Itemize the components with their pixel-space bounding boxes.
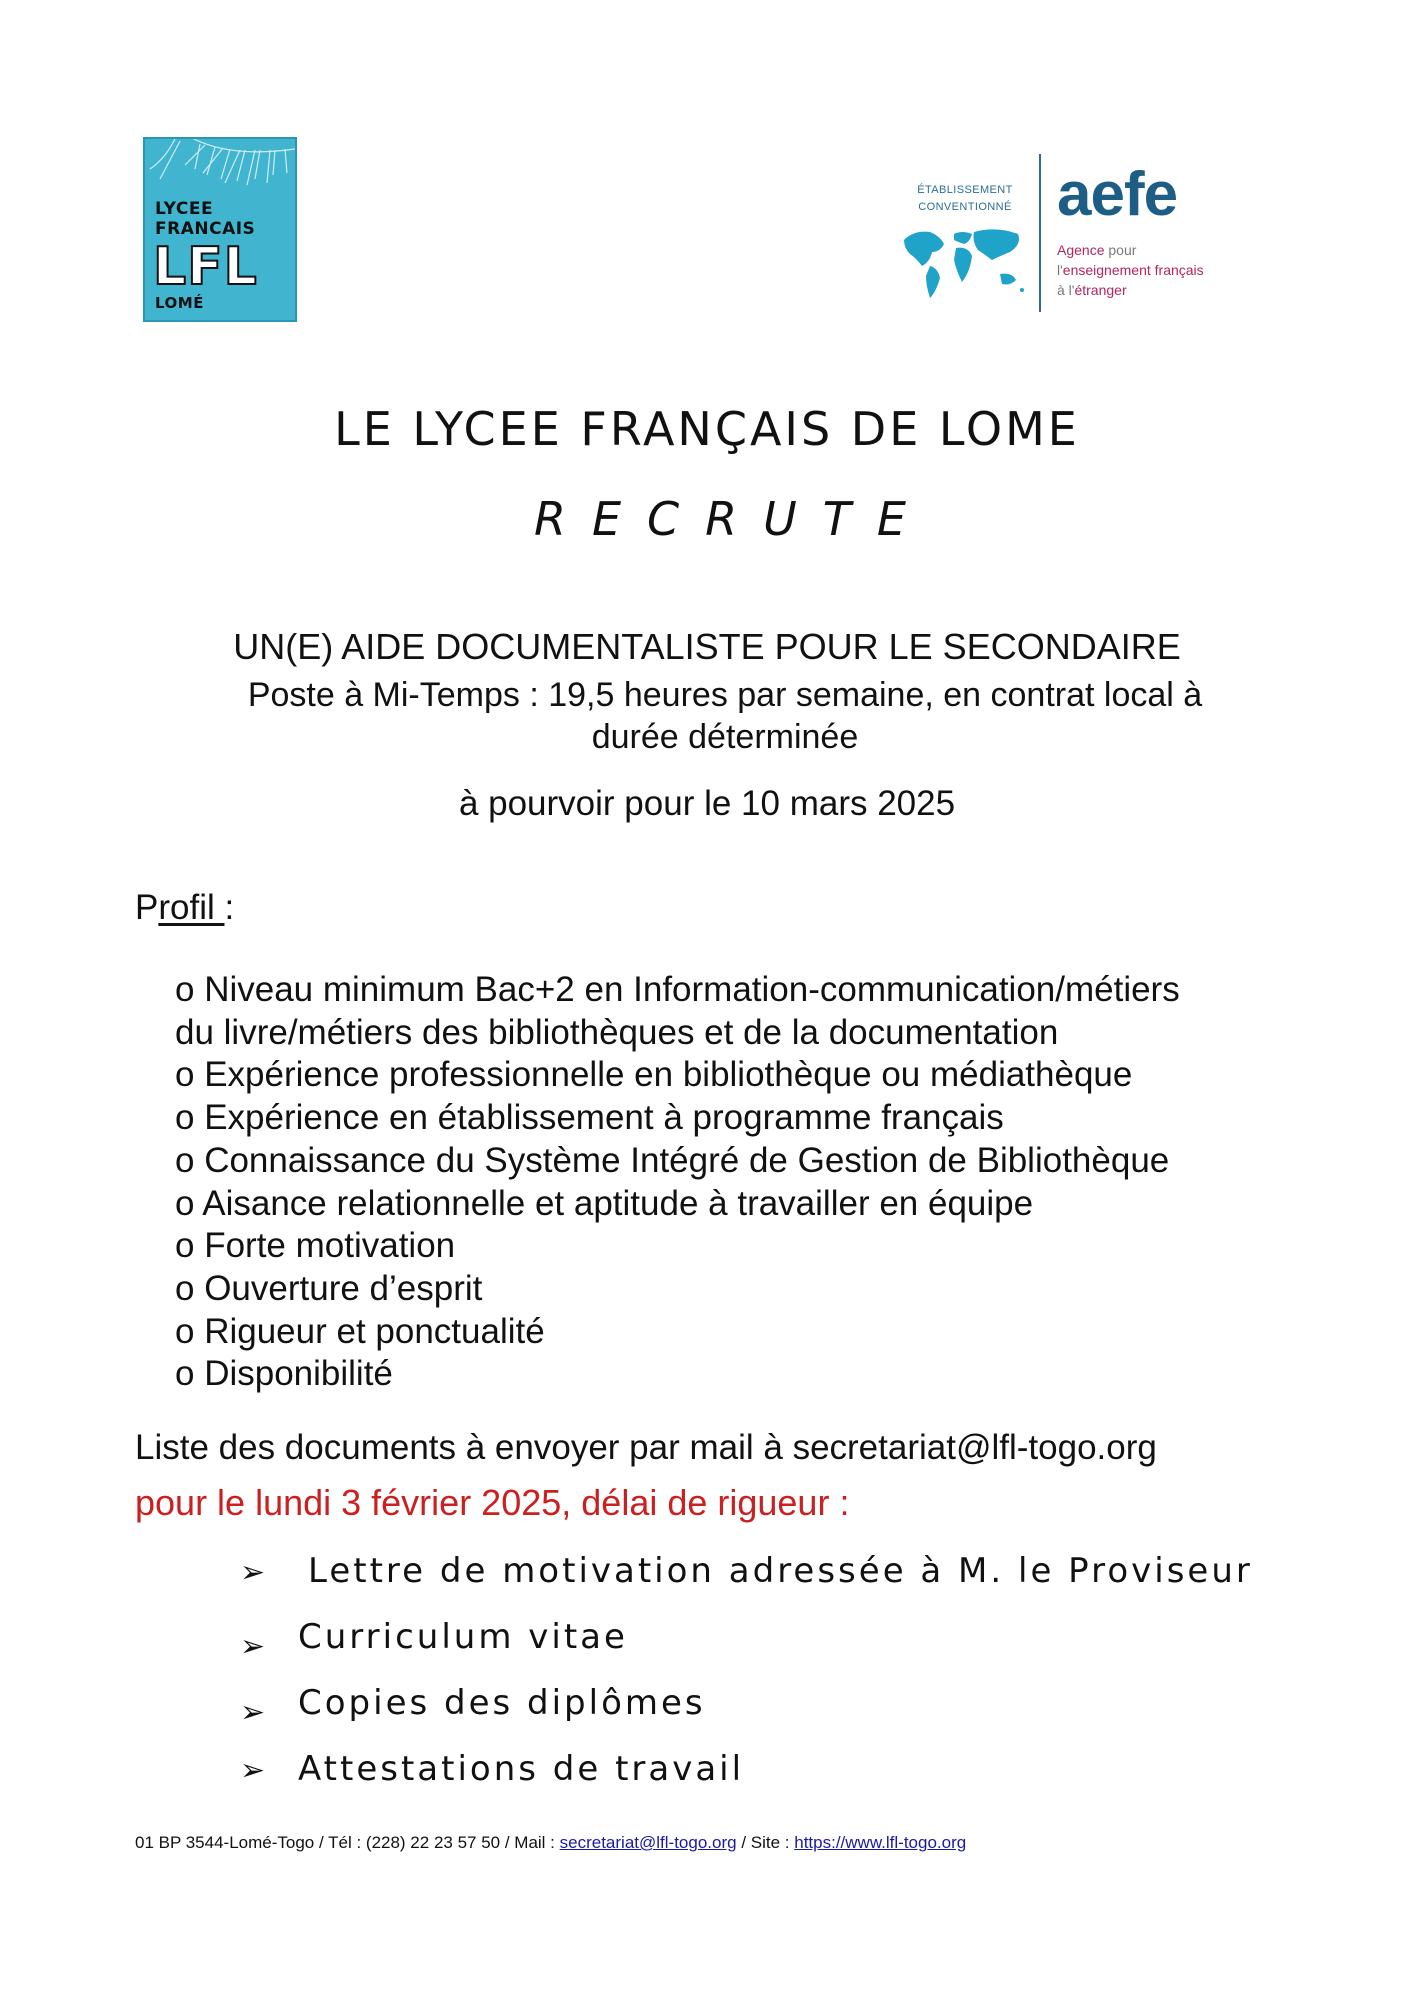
aefe-logo: [900, 150, 1230, 320]
lfl-logo: [143, 137, 297, 322]
logo-text-lfl: LFL: [153, 237, 258, 297]
list-item: o Disponibilité: [175, 1354, 393, 1394]
world-map-icon: [900, 222, 1030, 302]
recruit-heading: RECRUTE: [534, 492, 932, 546]
list-item: o Ouverture d’esprit: [175, 1268, 483, 1308]
list-item: o Rigueur et ponctualité: [175, 1311, 545, 1351]
document-item: ➢ Copies des diplômes: [240, 1683, 706, 1730]
post-title: UN(E) AIDE DOCUMENTALISTE POUR LE SECONDAIRE: [233, 626, 1181, 667]
arrow-bullet-icon: ➢: [240, 1753, 266, 1788]
start-date: à pourvoir pour le 10 mars 2025: [458, 784, 956, 823]
footer-site-link[interactable]: https://www.lfl-togo.org: [794, 1833, 967, 1852]
document-item: ➢ Lettre de motivation adressée à M. le Proviseur: [240, 1551, 1253, 1591]
documents-intro: Liste des documents à envoyer par mail à secretariat@lfl-togo.org: [135, 1428, 1157, 1467]
document-item: ➢ Curriculum vitae: [240, 1617, 628, 1664]
documents-deadline: pour le lundi 3 février 2025, délai de rigueur :: [135, 1482, 850, 1523]
page-title: LE LYCEE FRANÇAIS DE LOME: [334, 402, 1080, 456]
document-item: ➢ Attestations de travail: [240, 1749, 745, 1789]
aefe-wordmark: aefe: [1057, 160, 1178, 229]
profile-list: [175, 969, 1355, 1396]
aefe-subtitle: Agence pour l'enseignement français à l'étranger: [1057, 242, 1204, 298]
arrow-bullet-icon: ➢: [240, 1695, 266, 1730]
post-description: Poste à Mi-Temps : 19,5 heures par semaine, en contrat local à durée déterminée: [247, 676, 1203, 756]
aefe-tagline: ÉTABLISSEMENT CONVENTIONNÉ: [917, 184, 1013, 213]
list-item: o Forte motivation: [175, 1226, 456, 1266]
footer-email-link[interactable]: secretariat@lfl-togo.org: [559, 1833, 737, 1852]
logo-text-lome: LOMÉ: [155, 294, 204, 312]
footer: 01 BP 3544-Lomé-Togo / Tél : (228) 22 23 57 50 / Mail : secretariat@lfl-togo.org / Site : https://www.lfl-togo.org: [135, 1833, 967, 1852]
profile-label: Profil :: [135, 888, 235, 927]
list-item: o Niveau minimum Bac+2 en Information-communication/métiers du livre/métiers des bibliothèques et de la documentation: [175, 970, 1180, 1052]
footer-address: 01 BP 3544-Lomé-Togo / Tél : (228) 22 23 57 50 / Mail :: [135, 1833, 560, 1852]
arrow-bullet-icon: ➢: [240, 1555, 266, 1590]
list-item: o Expérience professionnelle en bibliothèque ou médiathèque: [175, 1055, 1133, 1095]
logo-divider: [1039, 154, 1041, 312]
list-item: o Expérience en établissement à programme français: [175, 1098, 1004, 1138]
arrow-bullet-icon: ➢: [240, 1629, 266, 1664]
logo-text-lycee: LYCEE: [155, 199, 214, 219]
list-item: o Aisance relationnelle et aptitude à travailler en équipe: [175, 1183, 1034, 1223]
logo-text-francais: FRANCAIS: [155, 219, 256, 239]
list-item: o Connaissance du Système Intégré de Gestion de Bibliothèque: [175, 1140, 1170, 1180]
